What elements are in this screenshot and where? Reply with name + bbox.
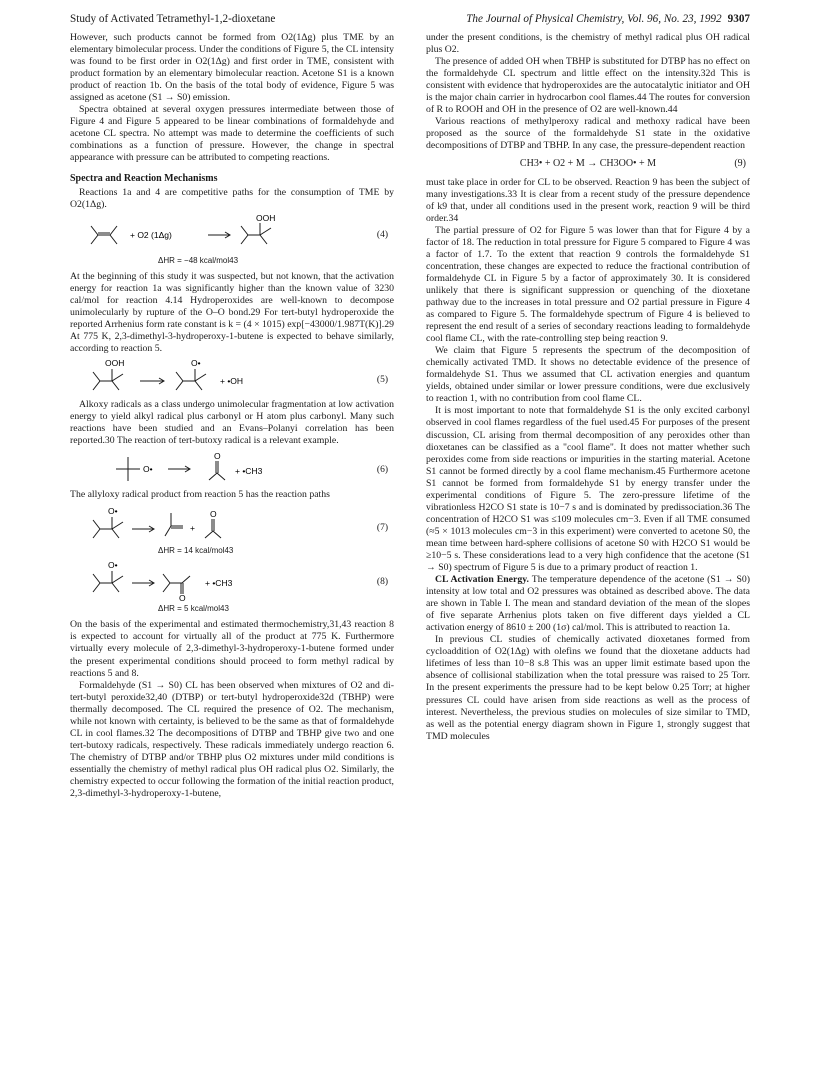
paragraph-body: The temperature dependence of the acetone (S1 → S0) intensity at low total and O2 pressures was obtained as described above. The data are shown in Table I. The mean and standard deviation of the mean of the slopes of five separate Arrhenius plots taken on five different days yielded a CL activation energy of 8610 ± 200 (1σ) cal/mol. This is attributed to reaction 1a. [426, 574, 750, 634]
reaction-8-enthalpy: ΔHR = 5 kcal/mol43 [158, 604, 229, 614]
paragraph: The allyloxy radical product from reaction 5 has the reaction paths [70, 489, 330, 501]
reaction-8-scheme [70, 561, 394, 601]
reaction-number: (8) [376, 577, 388, 588]
reaction-6-product: + •CH3 [235, 466, 263, 477]
journal-name: The Journal of Physical Chemistry, Vol. 96, No. 23, 1992 [466, 13, 722, 25]
paragraph: In previous CL studies of chemically activated dioxetanes formed from cycloaddition of O2(1Δg) with olefins we found that the dioxetane adducts had lifetimes of less than 10−8 s.8 This was an upper limit estimate based upon the absence of collisional stabilization when the total pressure was raised to 25 Torr. In the present experiments the pressure had to be kept below 0.25 Torr; at higher pressures CL could have arisen from side reactions as well as the process of interest. Nevertheless, the previous studies on molecules of size similar to TMD, as well as the potential energy diagram shown in Figure 1, strongly suggest that TMD molecules [426, 634, 750, 742]
page-number: 9307 [727, 13, 750, 25]
runin-heading: CL Activation Energy. [435, 574, 529, 586]
reaction-4-scheme [70, 213, 394, 253]
paragraph: Various reactions of methylperoxy radical and methoxy radical have been proposed as the source of the formaldehyde S1 state in the oxidative decompositions of DTBP and TBHP. In any case, the pressure-dependent reaction [426, 116, 750, 152]
running-title: Study of Activated Tetramethyl-1,2-dioxetane [70, 13, 276, 25]
paragraph: Spectra obtained at several oxygen pressures intermediate between those of Figure 4 and Figure 5 appeared to be linear combinations of formaldehyde and acetone CL spectra. No attempt was made to determine the coefficients of such combinations as a function of pressure. However, the change in spectral appearance with pressure can be attributed to competing reactions. [70, 104, 394, 164]
right-column [426, 32, 750, 743]
reaction-5-ooh-label: OOH [105, 358, 125, 369]
paragraph: We claim that Figure 5 represents the spectrum of the decomposition of chemically activated TMD. It shows no detectable evidence of the presence of formaldehyde S1. Thus we assumed that CL activation energies and quantum yields, obtained under similar or lower pressure conditions, were due exclusively to reaction 1, with no contribution from cool flame CL. [426, 345, 750, 405]
paragraph [426, 574, 750, 634]
paragraph: under the present conditions, is the chemistry of methyl radical plus OH radical plus O2. [426, 32, 750, 56]
reaction-7-structures [70, 503, 370, 543]
reaction-4-enthalpy: ΔHR = −48 kcal/mol43 [158, 255, 239, 265]
paragraph: Formaldehyde (S1 → S0) CL has been observed when mixtures of O2 and di-tert-butyl peroxide32,40 (DTBP) or tert-butyl hydroperoxide32d (TBHP) were thermally decomposed. The CL required the presence of O2. The mechanism, while not known with certainty, is believed to be the same as that of formaldehyde CL in cool flames.32 The decompositions of DTBP and TBHP give two and one tert-butoxy radicals, respectively. These radicals immediately undergo reaction 6. The chemistry of DTBP and/or TBHP plus O2 mixtures under mild conditions is essentially the chemistry of methyl radical plus OH radical plus O2. Similarly, the chemistry expected to occur following the formation of the initial reaction product, 2,3-dimethyl-3-hydroperoxy-1-butene, [70, 679, 394, 800]
reaction-8-product: + •CH3 [205, 578, 233, 589]
reaction-7-plus: + [190, 523, 195, 534]
reaction-number: (4) [376, 229, 388, 240]
reaction-4-reagent: + O2 (1Δg) [130, 229, 172, 240]
reaction-8-carbonyl-label: O [179, 593, 186, 602]
reaction-8-structures [70, 561, 370, 601]
reaction-5-scheme [70, 357, 394, 397]
running-header [70, 10, 750, 28]
paragraph: However, such products cannot be formed from O2(1Δg) plus TME by an elementary bimolecular process. Under the conditions of Figure 5, the CL intensity was found to be first order in O2(1Δg) and first order in TME, consistent with product formation by an elementary bimolecular reaction. Acetone S1 is a known product of reaction 1b. On the basis of the total body of evidence, Figure 5 was assigned as acetone (S1 → S0) emission. [70, 32, 394, 104]
reaction-5-product: + •OH [220, 376, 244, 387]
reaction-number: (7) [376, 523, 388, 534]
paragraph: Reactions 1a and 4 are competitive paths for the consumption of TME by O2(1Δg). [70, 186, 394, 210]
paragraph: On the basis of the experimental and estimated thermochemistry,31,43 reaction 8 is expected to account for virtually all of the product at 775 K. Furthermore virtually every molecule of 2,3-dimethyl-3-hydroperoxy-1-butene formed under the present experimental conditions should proceed to form methyl radical by reactions 5 and 8. [70, 619, 394, 679]
reaction-number: (6) [376, 465, 388, 476]
paragraph: must take place in order for CL to be observed. Reaction 9 has been the subject of many investigations.33 It is clear from a recent study of the pressure dependence of k9 that, under all conditions used in the present work, reaction 9 will be third order.34 [426, 176, 750, 224]
journal-citation [466, 10, 750, 28]
section-heading: Spectra and Reaction Mechanisms [70, 172, 218, 184]
reaction-7-scheme [70, 503, 394, 543]
paragraph: Alkoxy radicals as a class undergo unimolecular fragmentation at low activation energy to yield alkyl radical plus carbonyl or H atom plus carbonyl. Many such reactions have been studied and an Evans–Polanyi correlation has been reported.30 The reaction of tert-butoxy radical is a relevant example. [70, 399, 394, 447]
reaction-8-oxy-label: O• [108, 561, 118, 571]
reaction-7-carbonyl-label: O [210, 509, 217, 520]
reaction-7-enthalpy: ΔHR = 14 kcal/mol43 [158, 546, 234, 556]
reaction-6-scheme [70, 449, 394, 487]
equation-number: (9) [734, 158, 746, 170]
reaction-4-ooh-label: OOH [256, 212, 276, 223]
reaction-5-oxy-label: O• [191, 358, 201, 369]
reaction-4-structures [70, 213, 370, 253]
equation-9 [426, 158, 750, 170]
reaction-6-carbonyl-label: O [214, 451, 221, 462]
paragraph: The presence of added OH when TBHP is substituted for DTBP has no effect on the formaldehyde CL spectrum and little effect on the intensity.32d This is consistent with evidence that hydroperoxides are the autocatalytic initiator and OH is the major chain carrier in hydrocarbon cool flames.44 The routes for conversion of R to ROOH and OH in the presence of O2 are well-known.44 [426, 56, 750, 116]
reaction-7-oxy-label: O• [108, 506, 118, 517]
paragraph: It is most important to note that formaldehyde S1 is the only excited carbonyl observed in cool flames regardless of the fuel used.45 For purposes of the present discussion, CL arising from thermal decomposition of any peroxides other than dioxetanes can be classified as a "cool flame". It does not matter whether such peroxides come from side reactions or impurities in the starting material. Acetone S1 cannot be formed directly by a cool flame mechanism.45 Furthermore acetone S1 cannot be formed from formaldehyde S1 by energy transfer under the experimental conditions of Figure 5. The zero-pressure lifetime of the vibrationless H2CO S1 state is 10−7 s and is dominated by predissociation.36 The concentration of H2CO S1 was ≤109 molecules cm−3. Even if all TME consumed (≈5 × 1013 molecules cm−3 in this experiment) were converted to acetone S0, the mean time between hard-sphere collisions of acetone S0 with H2CO S1 would be ≥10−5 s. These considerations lead to a very high confidence that the acetone (S1 → S0) spectrum of Figure 5 is due to a primary product of reaction 1. [426, 405, 750, 574]
paragraph: At the beginning of this study it was suspected, but not known, that the activation energy for reaction 1a was significantly higher than the known value of 3230 cal/mol for reaction 4.14 Hydroperoxides are well-known to decompose unimolecularly by rupture of the O–O bond.29 For tert-butyl hydroperoxide the reported Arrhenius form rate constant is k = (4 × 1015) exp[−43000/1.987T(K)].29 At 775 K, 2,3-dimethyl-3-hydroperoxy-1-butene is expected to behave similarly, according to reaction 5. [70, 270, 394, 354]
reaction-5-structures [70, 357, 370, 397]
equation-9-text: CH3• + O2 + M → CH3OO• + M [519, 158, 657, 170]
reaction-6-oxy-label: O• [143, 464, 153, 475]
reaction-6-structures [70, 449, 370, 487]
reaction-number: (5) [376, 375, 388, 386]
paragraph: The partial pressure of O2 for Figure 5 was lower than that for Figure 4 by a factor of 18. The reduction in total pressure for Figure 5 compared to Figure 4 was a factor of 1.7. To the extent that reaction 9 controls the formaldehyde S1 concentration, these changes are expected to reduce the fractional contribution of formaldehyde CL in Figure 5 by a factor of approximately 30. It is considered unlikely that there is significant suppression or quenching of the dioxetane pathway due to the increases in total pressure and O2 partial pressure in Figure 4 as compared to Figure 5. The formaldehyde spectrum of Figure 4 is believed to represent the end result of a series of secondary reactions leading to formaldehyde cool flame CL, with the rate-controlling step being reaction 9. [426, 224, 750, 345]
left-column [70, 32, 394, 800]
